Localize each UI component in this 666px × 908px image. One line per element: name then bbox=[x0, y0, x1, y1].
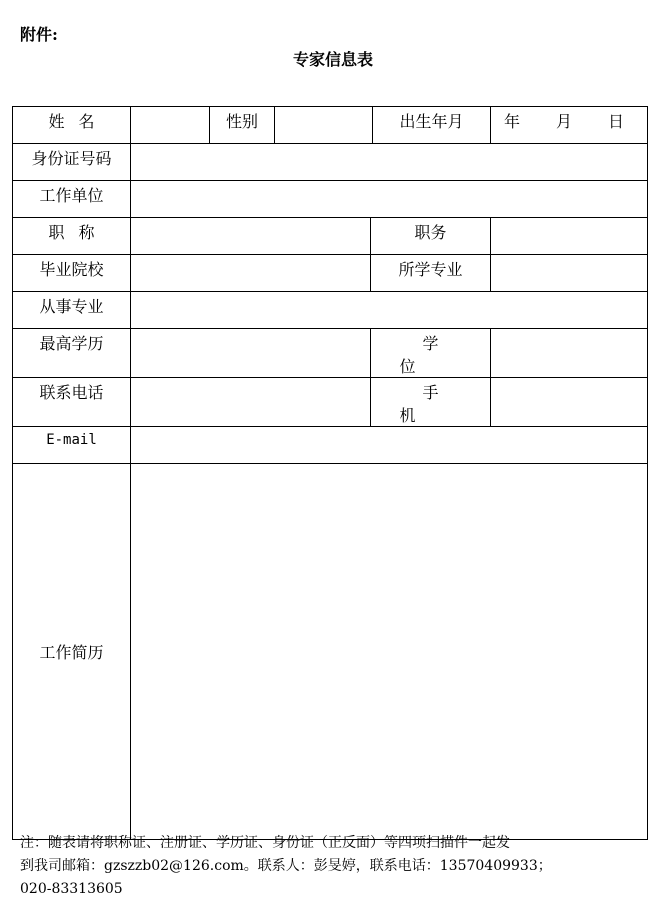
major-field[interactable] bbox=[491, 255, 648, 292]
education-label: 最高学历 bbox=[13, 329, 131, 378]
position-label: 职务 bbox=[371, 218, 491, 255]
degree-field[interactable] bbox=[491, 329, 648, 378]
birth-date-field[interactable]: 年 月 日 bbox=[491, 107, 648, 144]
school-field[interactable] bbox=[131, 255, 371, 292]
major-label: 所学专业 bbox=[371, 255, 491, 292]
email-field[interactable] bbox=[131, 427, 648, 464]
profession-field[interactable] bbox=[131, 292, 648, 329]
note-line-2: 到我司邮箱：gzszzb02@126.com。联系人：彭旻婷，联系电话：13570409933； bbox=[20, 858, 552, 874]
employer-field[interactable] bbox=[131, 181, 648, 218]
profession-label: 从事专业 bbox=[13, 292, 131, 329]
footer-note bbox=[20, 832, 620, 901]
note-line-3: 020-83313605 bbox=[20, 881, 123, 897]
email-label: E-mail bbox=[13, 427, 131, 464]
degree-label: 学位 bbox=[371, 329, 491, 378]
employer-label: 工作单位 bbox=[13, 181, 131, 218]
gender-field[interactable] bbox=[275, 107, 373, 144]
position-field[interactable] bbox=[491, 218, 648, 255]
resume-label: 工作简历 bbox=[13, 464, 131, 840]
id-number-field[interactable] bbox=[131, 144, 648, 181]
birth-label: 出生年月 bbox=[373, 107, 491, 144]
mobile-label: 手机 bbox=[371, 378, 491, 427]
name-label: 姓名 bbox=[13, 107, 131, 144]
gender-label: 性别 bbox=[210, 107, 275, 144]
school-label: 毕业院校 bbox=[13, 255, 131, 292]
form-title: 专家信息表 bbox=[292, 50, 373, 69]
resume-field[interactable] bbox=[131, 464, 648, 840]
phone-field[interactable] bbox=[131, 378, 371, 427]
id-number-label: 身份证号码 bbox=[13, 144, 131, 181]
attachment-label: 附件: bbox=[20, 25, 58, 44]
note-line-1: 注：随表请将职称证、注册证、学历证、身份证（正反面）等四项扫描件一起发 bbox=[20, 835, 510, 851]
name-field[interactable] bbox=[131, 107, 210, 144]
professional-title-label: 职称 bbox=[13, 218, 131, 255]
education-field[interactable] bbox=[131, 329, 371, 378]
professional-title-field[interactable] bbox=[131, 218, 371, 255]
phone-label: 联系电话 bbox=[13, 378, 131, 427]
mobile-field[interactable] bbox=[491, 378, 648, 427]
expert-info-table bbox=[12, 106, 648, 840]
